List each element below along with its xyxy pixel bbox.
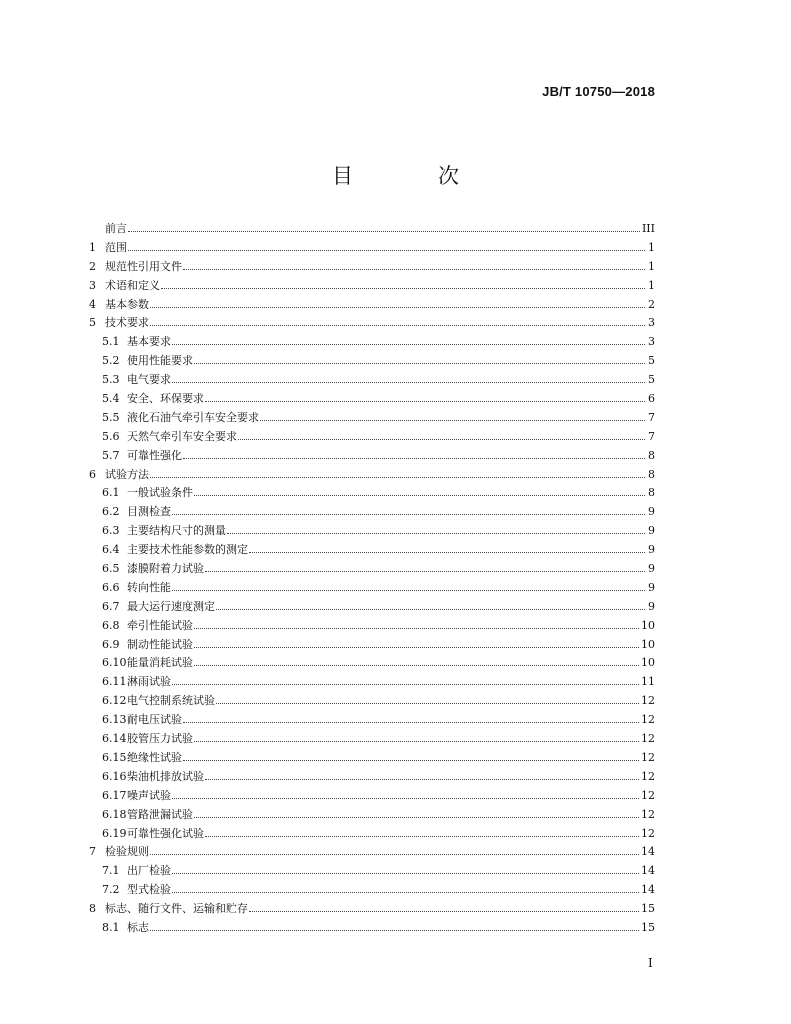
toc-entry-label: 主要结构尺寸的测量	[127, 524, 226, 538]
dot-leader	[249, 910, 639, 912]
toc-entry-page: 12	[641, 788, 655, 802]
toc-entry-page: 11	[641, 675, 655, 689]
toc-entry-label: 检验规则	[105, 845, 149, 859]
toc-entry-page: 9	[648, 599, 655, 613]
toc-entry[interactable]	[89, 258, 655, 277]
toc-entry[interactable]	[89, 730, 655, 749]
toc-entry-page: 12	[641, 694, 655, 708]
toc-entry-number: 3	[89, 278, 96, 292]
dot-leader	[150, 306, 645, 308]
toc-entry-label: 最大运行速度测定	[127, 599, 215, 613]
toc-entry[interactable]	[89, 711, 655, 730]
toc-entry-page: 5	[648, 373, 655, 387]
toc-entry[interactable]	[89, 560, 655, 579]
dot-leader	[194, 494, 645, 496]
toc-entry-label: 规范性引用文件	[105, 259, 182, 273]
toc-entry-page: III	[641, 222, 655, 235]
dot-leader	[194, 664, 639, 666]
toc-entry-page: 14	[641, 864, 655, 878]
toc-entry-label: 出厂检验	[127, 864, 171, 878]
toc-entry-number: 6.14	[102, 732, 127, 746]
dot-leader	[194, 627, 639, 629]
toc-entry-number: 5.1	[102, 335, 120, 349]
toc-entry-label: 主要技术性能参数的测定	[127, 543, 248, 557]
toc-entry-number: 6.10	[102, 656, 127, 670]
toc-entry-page: 9	[648, 524, 655, 538]
dot-leader	[194, 816, 639, 818]
dot-leader	[128, 249, 645, 251]
toc-entry-label: 标志、随行文件、运输和贮存	[105, 902, 248, 916]
toc-entry-label: 基本要求	[127, 335, 171, 349]
toc-entry-number: 6.11	[102, 675, 127, 689]
toc-entry[interactable]	[89, 314, 655, 333]
toc-entry-page: 10	[641, 637, 655, 651]
toc-entry-number: 6.17	[102, 788, 127, 802]
toc-entry-label: 目测检查	[127, 505, 171, 519]
toc-entry-number: 6.19	[102, 826, 127, 840]
dot-leader	[172, 343, 645, 345]
toc-entry-number: 6.3	[102, 524, 120, 538]
standard-code: JB/T 10750—2018	[542, 84, 655, 99]
toc-entry-number: 6.1	[102, 486, 120, 500]
toc-entry-page: 1	[648, 278, 655, 292]
toc-entry-page: 9	[648, 505, 655, 519]
toc-entry-page: 8	[648, 448, 655, 462]
toc-entry[interactable]	[89, 787, 655, 806]
toc-entry-number: 6.18	[102, 807, 127, 821]
toc-entry-number: 5.7	[102, 448, 120, 462]
toc-entry-label: 可靠性强化	[127, 448, 182, 462]
toc-entry[interactable]	[89, 428, 655, 447]
toc-entry-label: 耐电压试验	[127, 713, 182, 727]
toc-entry[interactable]	[89, 409, 655, 428]
toc-entry[interactable]	[89, 617, 655, 636]
toc-entry-number: 5.3	[102, 373, 120, 387]
toc-entry-number: 6.9	[102, 637, 120, 651]
toc-entry-number: 7.1	[102, 864, 120, 878]
toc-entry[interactable]	[89, 541, 655, 560]
dot-leader	[172, 589, 645, 591]
toc-entry-number: 7	[89, 845, 96, 859]
toc-entry[interactable]	[89, 579, 655, 598]
toc-entry[interactable]	[89, 692, 655, 711]
toc-entry-number: 5.5	[102, 410, 120, 424]
dot-leader	[172, 513, 645, 515]
toc-entry-number: 5	[89, 316, 96, 330]
toc-entry-label: 噪声试验	[127, 788, 171, 802]
toc-entry-number: 6.4	[102, 543, 120, 557]
toc-entry[interactable]	[89, 862, 655, 881]
toc-entry-label: 术语和定义	[105, 278, 160, 292]
toc-entry-page: 12	[641, 769, 655, 783]
toc-entry[interactable]	[89, 598, 655, 617]
toc-entry-page: 7	[648, 410, 655, 424]
toc-entry-page: 7	[648, 429, 655, 443]
dot-leader	[161, 287, 645, 289]
toc-entry[interactable]	[89, 503, 655, 522]
toc-entry-label: 电气控制系统试验	[127, 694, 215, 708]
dot-leader	[205, 835, 639, 837]
toc-entry-number: 6.7	[102, 599, 120, 613]
dot-leader	[249, 551, 645, 553]
toc-entry[interactable]	[89, 371, 655, 390]
toc-entry[interactable]	[89, 636, 655, 655]
toc-entry-label: 型式检验	[127, 883, 171, 897]
dot-leader	[194, 646, 639, 648]
dot-leader	[227, 532, 645, 534]
toc-entry-label: 液化石油气牵引车安全要求	[127, 410, 259, 424]
dot-leader	[183, 759, 639, 761]
toc-entry-number: 5.6	[102, 429, 120, 443]
toc-entry-page: 10	[641, 656, 655, 670]
dot-leader	[172, 872, 639, 874]
toc-entry-label: 绝缘性试验	[127, 750, 182, 764]
dot-leader	[205, 400, 645, 402]
toc-entry-label: 标志	[127, 920, 149, 934]
toc-entry-page: 3	[648, 316, 655, 330]
toc-entry[interactable]	[89, 352, 655, 371]
toc-entry-label: 电气要求	[127, 373, 171, 387]
dot-leader	[128, 230, 640, 232]
dot-leader	[150, 476, 645, 478]
toc-entry-number: 6	[89, 467, 96, 481]
toc-entry-page: 12	[641, 713, 655, 727]
toc-entry-label: 能量消耗试验	[127, 656, 193, 670]
toc-entry-page: 9	[648, 562, 655, 576]
toc-entry-label: 胶管压力试验	[127, 732, 193, 746]
toc-entry-number: 6.13	[102, 713, 127, 727]
toc-entry-label: 试验方法	[105, 467, 149, 481]
toc-entry-number: 1	[89, 240, 96, 254]
dot-leader	[260, 419, 645, 421]
toc-entry-page: 9	[648, 543, 655, 557]
toc-entry-page: 1	[648, 259, 655, 273]
toc-entry[interactable]	[89, 296, 655, 315]
toc-entry-number: 6.16	[102, 769, 127, 783]
toc-entry-label: 管路泄漏试验	[127, 807, 193, 821]
toc-entry-label: 基本参数	[105, 297, 149, 311]
dot-leader	[150, 929, 639, 931]
dot-leader	[172, 797, 639, 799]
toc-entry-number: 6.5	[102, 562, 120, 576]
toc-entry[interactable]	[89, 825, 655, 844]
toc-entry-page: 12	[641, 732, 655, 746]
toc-entry-page: 6	[648, 392, 655, 406]
toc-entry-label: 安全、环保要求	[127, 392, 204, 406]
toc-entry[interactable]	[89, 768, 655, 787]
dot-leader	[183, 457, 645, 459]
toc-entry-number: 6.2	[102, 505, 120, 519]
toc-entry-label: 转向性能	[127, 580, 171, 594]
dot-leader	[194, 740, 639, 742]
dot-leader	[216, 608, 645, 610]
dot-leader	[150, 324, 645, 326]
toc-entry[interactable]	[89, 749, 655, 768]
dot-leader	[172, 381, 645, 383]
toc-entry-label: 淋雨试验	[127, 675, 171, 689]
toc-entry[interactable]	[89, 239, 655, 258]
toc-entry[interactable]	[89, 390, 655, 409]
toc-entry-page: 12	[641, 826, 655, 840]
toc-entry[interactable]	[89, 843, 655, 862]
dot-leader	[183, 721, 639, 723]
toc-entry-page: 2	[648, 297, 655, 311]
toc-entry-label: 漆膜附着力试验	[127, 562, 204, 576]
toc-entry[interactable]	[89, 333, 655, 352]
toc-entry-page: 15	[641, 920, 655, 934]
page-number: I	[648, 956, 653, 970]
dot-leader	[172, 891, 639, 893]
toc-entry-number: 6.15	[102, 750, 127, 764]
dot-leader	[150, 853, 639, 855]
toc-entry[interactable]	[89, 919, 655, 938]
toc-entry-number: 8	[89, 902, 96, 916]
toc-entry-number: 7.2	[102, 883, 120, 897]
dot-leader	[172, 683, 639, 685]
toc-entry-page: 5	[648, 354, 655, 368]
table-of-contents	[89, 220, 655, 938]
toc-entry[interactable]	[89, 654, 655, 673]
toc-entry-page: 8	[648, 467, 655, 481]
toc-entry-page: 14	[641, 845, 655, 859]
toc-entry[interactable]	[89, 900, 655, 919]
toc-entry[interactable]	[89, 466, 655, 485]
dot-leader	[183, 268, 645, 270]
toc-entry-page: 8	[648, 486, 655, 500]
toc-entry-label: 前言	[105, 222, 127, 235]
toc-entry-number: 6.6	[102, 580, 120, 594]
toc-entry-number: 5.4	[102, 392, 120, 406]
dot-leader	[205, 570, 645, 572]
toc-entry-number: 6.12	[102, 694, 127, 708]
toc-entry[interactable]	[89, 806, 655, 825]
toc-entry-label: 范围	[105, 240, 127, 254]
toc-entry-label: 天然气牵引车安全要求	[127, 429, 237, 443]
toc-entry-page: 14	[641, 883, 655, 897]
dot-leader	[194, 362, 645, 364]
toc-entry-label: 牵引性能试验	[127, 618, 193, 632]
toc-entry-page: 10	[641, 618, 655, 632]
toc-entry-number: 6.8	[102, 618, 120, 632]
toc-entry[interactable]	[89, 484, 655, 503]
toc-entry-label: 可靠性强化试验	[127, 826, 204, 840]
toc-entry[interactable]	[89, 673, 655, 692]
toc-entry-label: 柴油机排放试验	[127, 769, 204, 783]
toc-entry-label: 技术要求	[105, 316, 149, 330]
toc-entry-page: 1	[648, 240, 655, 254]
toc-entry-label: 制动性能试验	[127, 637, 193, 651]
toc-entry[interactable]	[89, 277, 655, 296]
toc-entry-page: 15	[641, 902, 655, 916]
dot-leader	[216, 702, 639, 704]
toc-entry-number: 5.2	[102, 354, 120, 368]
toc-entry-number: 4	[89, 297, 96, 311]
toc-entry[interactable]	[89, 447, 655, 466]
toc-entry-page: 9	[648, 580, 655, 594]
toc-entry-page: 3	[648, 335, 655, 349]
toc-entry-number: 2	[89, 259, 96, 273]
toc-entry-page: 12	[641, 807, 655, 821]
toc-entry-label: 使用性能要求	[127, 354, 193, 368]
toc-entry-number: 8.1	[102, 920, 120, 934]
page-title: 目 次	[332, 164, 491, 188]
toc-entry[interactable]	[89, 881, 655, 900]
toc-entry[interactable]	[89, 522, 655, 541]
dot-leader	[205, 778, 639, 780]
toc-entry-page: 12	[641, 750, 655, 764]
dot-leader	[238, 438, 645, 440]
toc-entry[interactable]	[89, 220, 655, 239]
toc-entry-label: 一般试验条件	[127, 486, 193, 500]
